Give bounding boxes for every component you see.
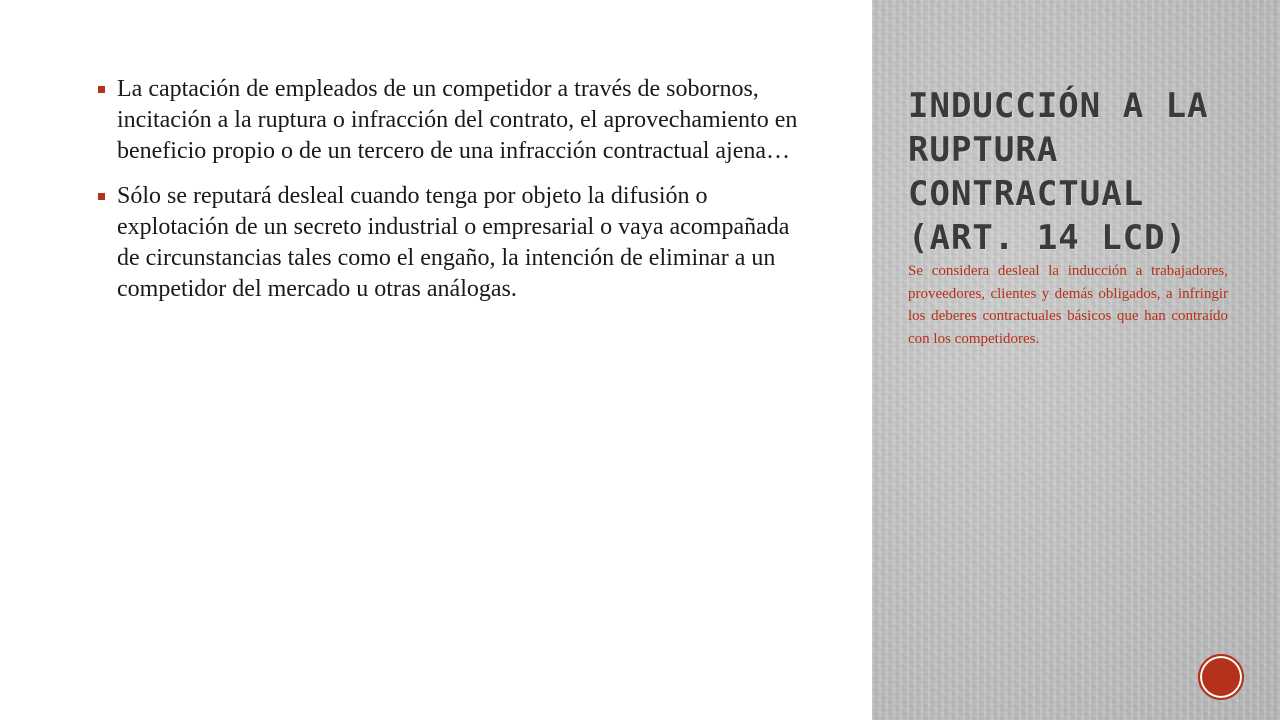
bullet-text: La captación de empleados de un competidor a través de sobornos, incitación a la ruptura o infracción del contrato, el aprovechamiento en beneficio propio o de un tercero de una infracción contractual ajena…	[117, 76, 798, 164]
slide-title: INDUCCIÓN A LA RUPTURA CONTRACTUAL (ART. 14 LCD)	[908, 86, 1209, 258]
square-bullet-icon	[98, 193, 105, 200]
bullet-text: Sólo se reputará desleal cuando tenga por objeto la difusión o explotación de un secreto industrial o empresarial o vaya acompañada de circunstancias tales como el engaño, la intención de eliminar a un competidor del mercado u otras análogas.	[117, 183, 790, 302]
circle-icon[interactable]	[1198, 654, 1244, 700]
square-bullet-icon	[98, 86, 105, 93]
bullet-item	[98, 181, 798, 305]
sidebar-body-text: Se considera desleal la inducción a trabajadores, proveedores, clientes y demás obligados, a infringir los deberes contractuales básicos que han contraído con los competidores.	[908, 263, 1228, 347]
bullet-item	[98, 74, 798, 167]
bullet-list	[98, 74, 798, 319]
